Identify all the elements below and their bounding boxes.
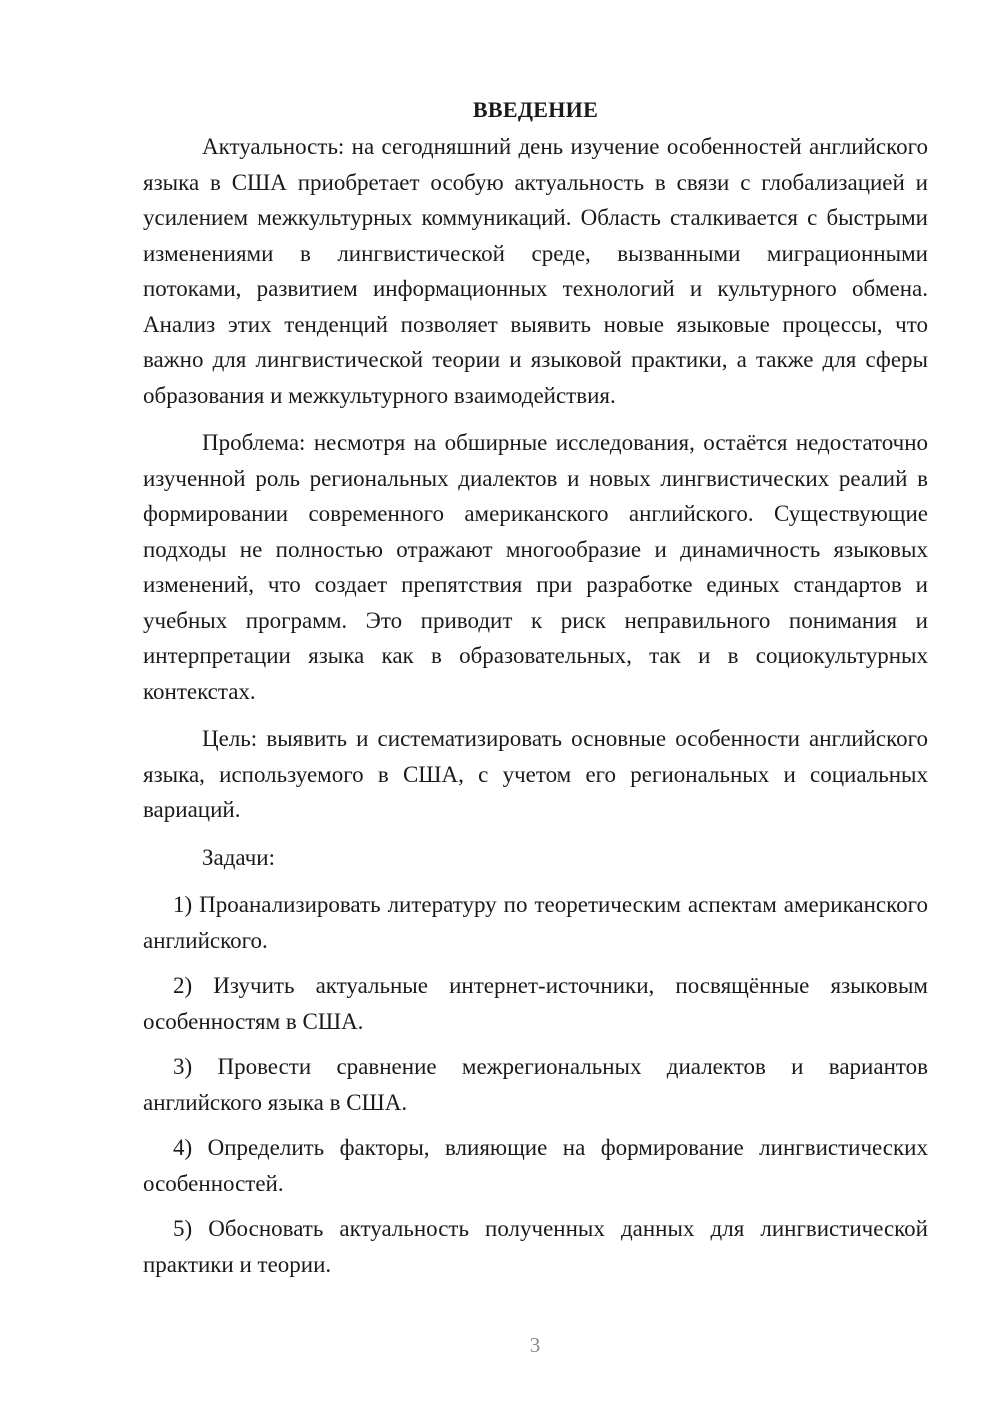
- task-item-2: 2) Изучить актуальные интернет-источники, посвящённые языковым особенностям в США.: [143, 973, 928, 1034]
- goal-paragraph: Цель: выявить и систематизировать основные особенности английского языка, используемого в США, с учетом его региональных и социальных вариаций.: [143, 726, 928, 822]
- task-item-3: 3) Провести сравнение межрегиональных диалектов и вариантов английского языка в США.: [143, 1054, 928, 1115]
- section-heading: ВВЕДЕНИЕ: [472, 97, 599, 122]
- page-content: [143, 92, 928, 1292]
- relevance-paragraph: Актуальность: на сегодняшний день изучение особенностей английского языка в США приобретает особую актуальность в связи с глобализацией и усилением межкультурных коммуникаций. Область сталкивается с быстрыми изменениями в лингвистической среде, вызванными миграционными потоками, развитием информационных технологий и культурного обмена. Анализ этих тенденций позволяет выявить новые языковые процессы, что важно для лингвистической теории и языковой практики, а также для сферы образования и межкультурного взаимодействия.: [143, 134, 928, 408]
- task-item-5: 5) Обосновать актуальность полученных данных для лингвистической практики и теории.: [143, 1216, 928, 1277]
- problem-paragraph: Проблема: несмотря на обширные исследования, остаётся недостаточно изученной роль региональных диалектов и новых лингвистических реалий в формировании современного американского английского. Существующие подходы не полностью отражают многообразие и динамичность языковых изменений, что создает препятствия при разработке единых стандартов и учебных программ. Это приводит к риск неправильного понимания и интерпретации языка как в образовательных, так и в социокультурных контекстах.: [143, 430, 928, 704]
- page-number: 3: [529, 1333, 541, 1357]
- task-item-1: 1) Проанализировать литературу по теоретическим аспектам американского английского.: [143, 892, 928, 953]
- task-item-4: 4) Определить факторы, влияющие на формирование лингвистических особенностей.: [143, 1135, 928, 1196]
- tasks-label: Задачи:: [202, 844, 275, 870]
